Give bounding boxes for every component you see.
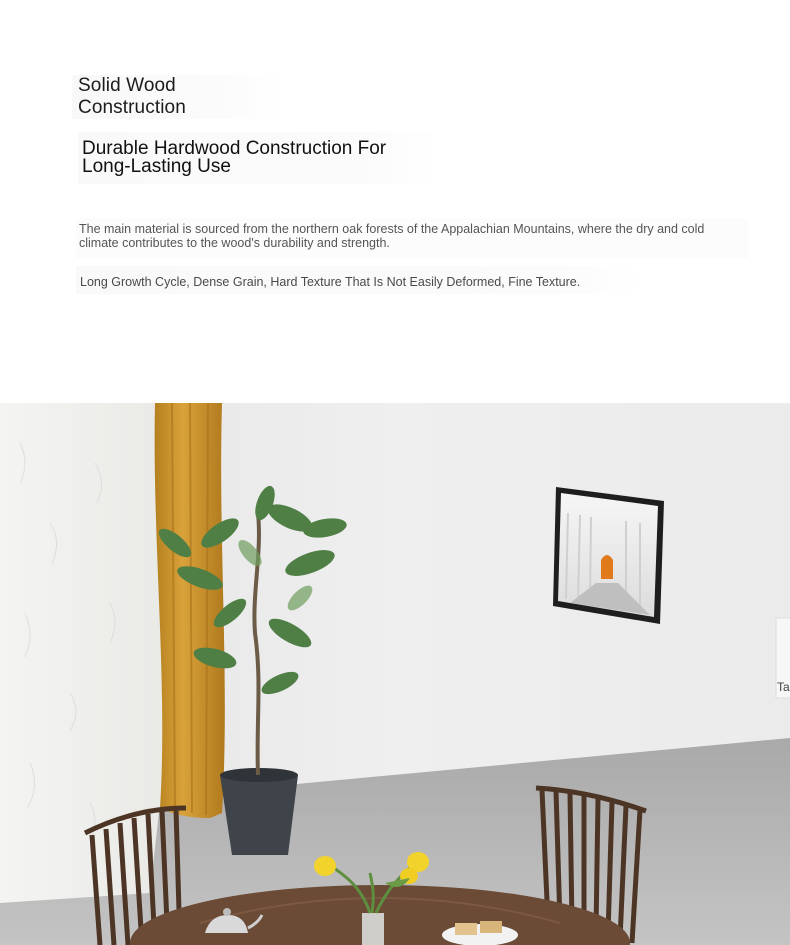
wall-sign-text: Ta — [777, 680, 790, 694]
dining-room-photo — [0, 403, 790, 945]
plant-pot — [220, 768, 298, 855]
section-title: Solid Wood Construction — [78, 75, 186, 118]
framed-picture — [553, 487, 664, 624]
wall-sign — [776, 618, 790, 698]
section-description: The main material is sourced from the northern oak forests of the Appalachian Mountains, where the dry and cold climate contributes to the wood's durability and strength. — [79, 222, 705, 250]
section-subtitle: Durable Hardwood Construction For Long-Lasting Use — [82, 138, 387, 177]
sheer-curtain — [0, 403, 170, 903]
section-title-box — [72, 75, 284, 119]
subtitle-box — [78, 132, 440, 184]
feature-box — [76, 266, 642, 294]
feature-text: Long Growth Cycle, Dense Grain, Hard Texture That Is Not Easily Deformed, Fine Texture. — [80, 275, 581, 289]
